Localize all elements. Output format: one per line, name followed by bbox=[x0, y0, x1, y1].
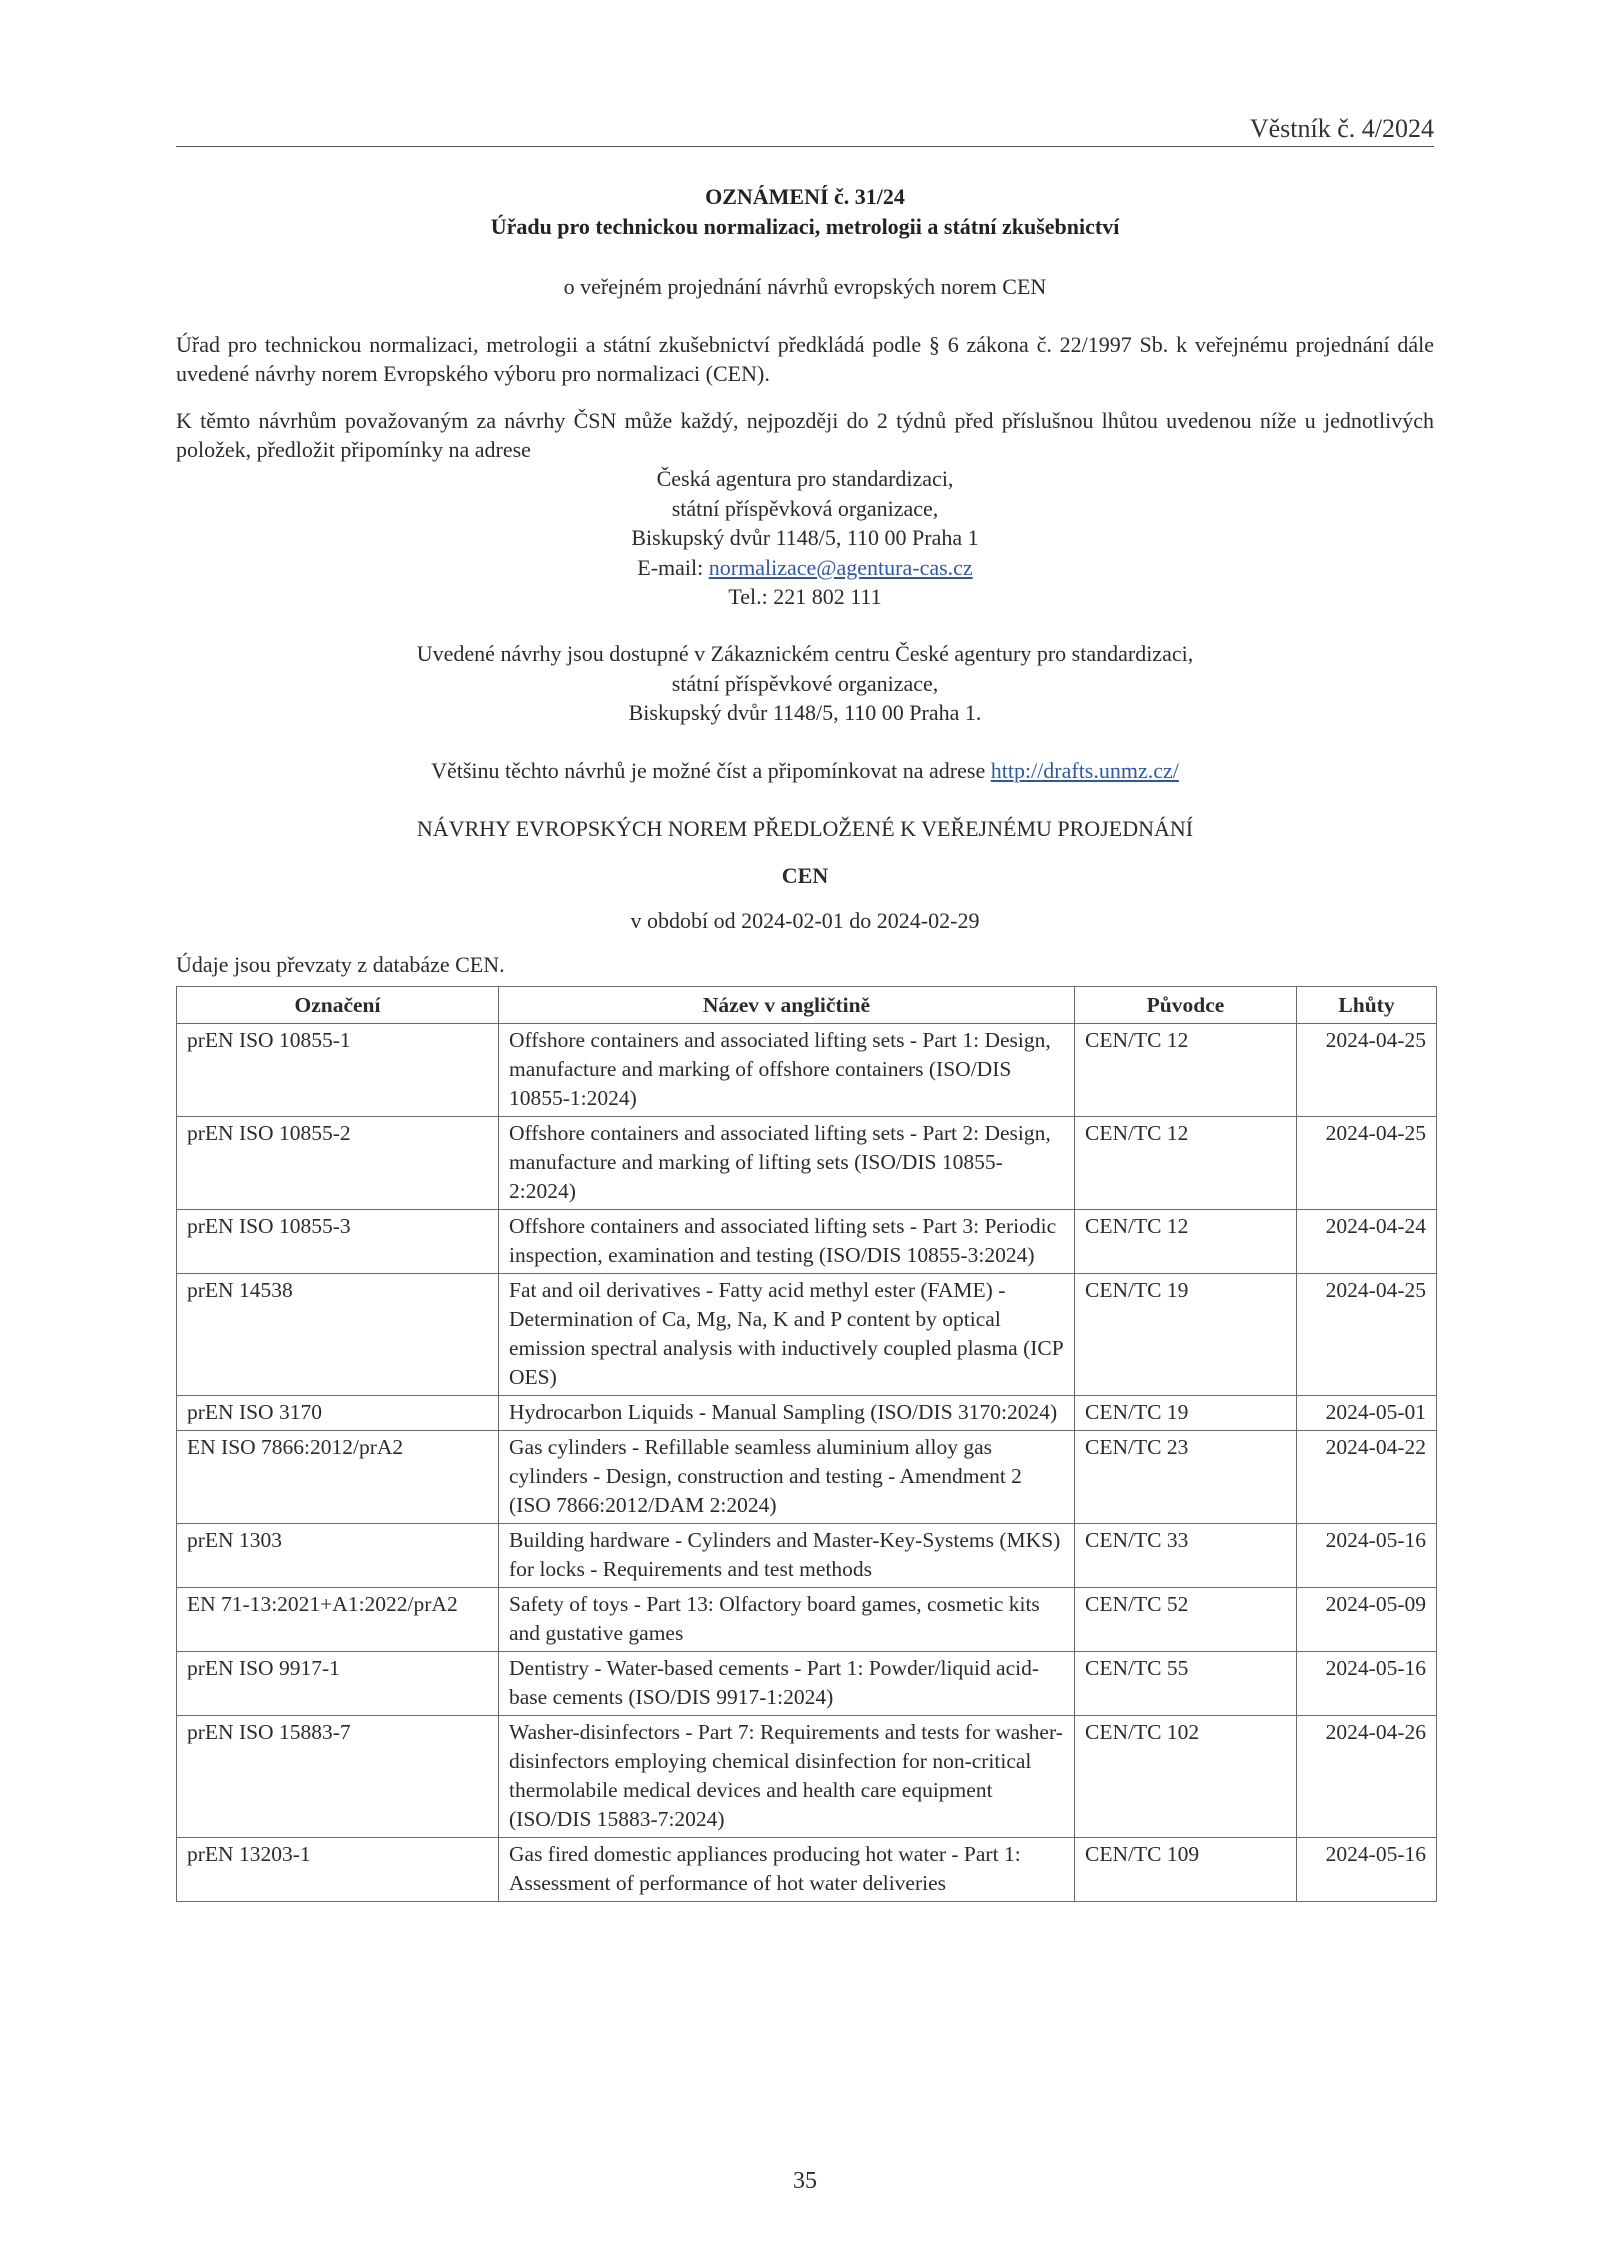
drafts-note bbox=[176, 756, 1434, 786]
availability-note bbox=[176, 639, 1434, 728]
norms-table bbox=[176, 986, 1437, 1902]
notice-subtitle: o veřejném projednání návrhů evropských norem CEN bbox=[563, 274, 1047, 299]
intro-paragraph: Úřad pro technickou normalizaci, metrologii a státní zkušebnictví předkládá podle § 6 zákona č. 22/1997 Sb. k veřejnému projednání dále uvedené návrhy norem Evropského výboru pro normalizaci (CEN). bbox=[176, 332, 1434, 386]
designation-cell: prEN ISO 3170 bbox=[177, 1396, 499, 1431]
title-cell: Hydrocarbon Liquids - Manual Sampling (ISO/DIS 3170:2024) bbox=[499, 1396, 1075, 1431]
availability-line: státní příspěvkové organizace, bbox=[671, 670, 939, 696]
source-note: Údaje jsou převzaty z databáze CEN. bbox=[176, 952, 505, 977]
notice-number: OZNÁMENÍ č. 31/24 bbox=[705, 184, 905, 209]
title-cell: Gas cylinders - Refillable seamless aluminium alloy gas cylinders - Design, construction and testing - Amendment 2 (ISO 7866:2012/DAM 2:2024) bbox=[499, 1431, 1075, 1524]
deadline-cell: 2024-04-25 bbox=[1297, 1024, 1437, 1117]
journal-issue: Věstník č. 4/2024 bbox=[1249, 114, 1434, 143]
designation-cell: prEN ISO 10855-1 bbox=[177, 1024, 499, 1117]
originator-cell: CEN/TC 55 bbox=[1075, 1652, 1297, 1716]
availability-line: Uvedené návrhy jsou dostupné v Zákaznickém centru České agentury pro standardizaci, bbox=[416, 641, 1194, 666]
deadline-cell: 2024-05-16 bbox=[1297, 1524, 1437, 1588]
designation-cell: EN ISO 7866:2012/prA2 bbox=[177, 1431, 499, 1524]
designation-cell: EN 71-13:2021+A1:2022/prA2 bbox=[177, 1588, 499, 1652]
deadline-cell: 2024-05-16 bbox=[1297, 1652, 1437, 1716]
designation-cell: prEN ISO 9917-1 bbox=[177, 1652, 499, 1716]
column-header-title: Název v angličtině bbox=[499, 987, 1075, 1024]
address-line: státní příspěvková organizace, bbox=[671, 495, 939, 521]
drafts-link[interactable]: http://drafts.unmz.cz/ bbox=[990, 758, 1179, 783]
section-heading: NÁVRHY EVROPSKÝCH NOREM PŘEDLOŽENÉ K VEŘEJNÉMU PROJEDNÁNÍ bbox=[416, 816, 1194, 841]
designation-cell: prEN ISO 10855-3 bbox=[177, 1210, 499, 1274]
deadline-cell: 2024-04-22 bbox=[1297, 1431, 1437, 1524]
designation-cell: prEN 13203-1 bbox=[177, 1838, 499, 1902]
address-line: Česká agentura pro standardizaci, bbox=[656, 466, 954, 491]
title-cell: Fat and oil derivatives - Fatty acid methyl ester (FAME) - Determination of Ca, Mg, Na, K and P content by optical emission spectral analysis with inductively coupled plasma (ICP OES) bbox=[499, 1274, 1075, 1396]
table-row bbox=[177, 1652, 1437, 1716]
title-cell: Offshore containers and associated lifting sets - Part 2: Design, manufacture and marking of lifting sets (ISO/DIS 10855-2:2024) bbox=[499, 1117, 1075, 1210]
originator-cell: CEN/TC 33 bbox=[1075, 1524, 1297, 1588]
originator-cell: CEN/TC 12 bbox=[1075, 1024, 1297, 1117]
originator-cell: CEN/TC 19 bbox=[1075, 1396, 1297, 1431]
column-header-designation: Označení bbox=[177, 987, 499, 1024]
running-header bbox=[176, 108, 1434, 147]
table-row bbox=[177, 1524, 1437, 1588]
table-row bbox=[177, 1024, 1437, 1117]
email-link[interactable]: normalizace@agentura-cas.cz bbox=[708, 554, 973, 580]
column-header-originator: Původce bbox=[1075, 987, 1297, 1024]
table-row bbox=[177, 1431, 1437, 1524]
period: v období od 2024-02-01 do 2024-02-29 bbox=[630, 908, 980, 933]
comments-paragraph: K těmto návrhům považovaným za návrhy ČSN může každý, nejpozději do 2 týdnů před příslušnou lhůtou uvedenou níže u jednotlivých položek, předložit připomínky na adrese bbox=[176, 408, 1434, 462]
deadline-cell: 2024-04-25 bbox=[1297, 1274, 1437, 1396]
address-line: Biskupský dvůr 1148/5, 110 00 Praha 1 bbox=[631, 525, 979, 550]
table-row bbox=[177, 1838, 1437, 1902]
deadline-cell: 2024-05-01 bbox=[1297, 1396, 1437, 1431]
table-header-row bbox=[177, 987, 1437, 1024]
originator-cell: CEN/TC 12 bbox=[1075, 1210, 1297, 1274]
deadline-cell: 2024-04-24 bbox=[1297, 1210, 1437, 1274]
deadline-cell: 2024-05-09 bbox=[1297, 1588, 1437, 1652]
designation-cell: prEN ISO 15883-7 bbox=[177, 1716, 499, 1838]
table-row bbox=[177, 1396, 1437, 1431]
originator-cell: CEN/TC 19 bbox=[1075, 1274, 1297, 1396]
table-row bbox=[177, 1588, 1437, 1652]
title-cell: Building hardware - Cylinders and Master-Key-Systems (MKS) for locks - Requirements and test methods bbox=[499, 1524, 1075, 1588]
drafts-text: Většinu těchto návrhů je možné číst a připomínkovat na adrese bbox=[431, 758, 991, 783]
table-row bbox=[177, 1716, 1437, 1838]
notice-title bbox=[176, 182, 1434, 242]
title-cell: Washer-disinfectors - Part 7: Requirements and tests for washer-disinfectors employing chemical disinfection for non-critical thermolabile medical devices and health care equipment (ISO/DIS 15883-7:2024) bbox=[499, 1716, 1075, 1838]
agency-address bbox=[176, 464, 1434, 612]
email-label: E-mail: bbox=[637, 554, 709, 580]
originator-cell: CEN/TC 102 bbox=[1075, 1716, 1297, 1838]
originator-cell: CEN/TC 23 bbox=[1075, 1431, 1297, 1524]
originator-cell: CEN/TC 12 bbox=[1075, 1117, 1297, 1210]
column-header-deadline: Lhůty bbox=[1297, 987, 1437, 1024]
email-line bbox=[176, 553, 1434, 583]
title-cell: Safety of toys - Part 13: Olfactory board games, cosmetic kits and gustative games bbox=[499, 1588, 1075, 1652]
table-row bbox=[177, 1274, 1437, 1396]
availability-line: Biskupský dvůr 1148/5, 110 00 Praha 1. bbox=[628, 700, 982, 725]
deadline-cell: 2024-04-25 bbox=[1297, 1117, 1437, 1210]
designation-cell: prEN 1303 bbox=[177, 1524, 499, 1588]
phone-line: Tel.: 221 802 111 bbox=[728, 584, 882, 609]
deadline-cell: 2024-04-26 bbox=[1297, 1716, 1437, 1838]
issuing-office: Úřadu pro technickou normalizaci, metrologii a státní zkušebnictví bbox=[490, 214, 1120, 239]
originator-cell: CEN/TC 52 bbox=[1075, 1588, 1297, 1652]
title-cell: Offshore containers and associated lifting sets - Part 3: Periodic inspection, examination and testing (ISO/DIS 10855-3:2024) bbox=[499, 1210, 1075, 1274]
title-cell: Dentistry - Water-based cements - Part 1: Powder/liquid acid-base cements (ISO/DIS 9917-1:2024) bbox=[499, 1652, 1075, 1716]
organization-heading: CEN bbox=[781, 863, 829, 888]
table-row bbox=[177, 1117, 1437, 1210]
page-number: 35 bbox=[793, 2168, 817, 2194]
table-row bbox=[177, 1210, 1437, 1274]
deadline-cell: 2024-05-16 bbox=[1297, 1838, 1437, 1902]
originator-cell: CEN/TC 109 bbox=[1075, 1838, 1297, 1902]
designation-cell: prEN 14538 bbox=[177, 1274, 499, 1396]
title-cell: Gas fired domestic appliances producing hot water - Part 1: Assessment of performance of hot water deliveries bbox=[499, 1838, 1075, 1902]
title-cell: Offshore containers and associated lifting sets - Part 1: Design, manufacture and marking of offshore containers (ISO/DIS 10855-1:2024) bbox=[499, 1024, 1075, 1117]
designation-cell: prEN ISO 10855-2 bbox=[177, 1117, 499, 1210]
